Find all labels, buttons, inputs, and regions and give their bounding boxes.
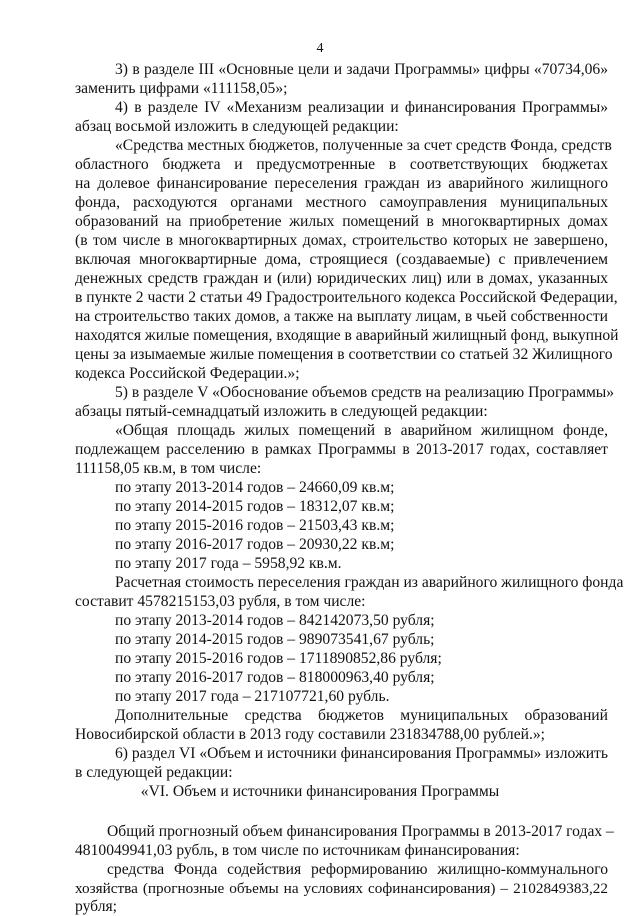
text-line: по этапу 2017 года – 5958,92 кв.м.: [115, 555, 342, 572]
text-line: по этапу 2016-2017 годов – 20930,22 кв.м;: [115, 536, 395, 553]
text-line: находятся жилые помещения, входящие в аварийный жилищный фонд, выкупной: [75, 327, 619, 344]
text-line: на строительство таких домов, а также на выплату лицам, в чьей собственности: [75, 308, 608, 325]
text-line: образований на приобретение жилых помещений в многоквартирных домах: [75, 213, 608, 230]
text-line: на долевое финансирование переселения граждан из аварийного жилищного: [75, 175, 608, 192]
text-line: абзац восьмой изложить в следующей редакции:: [75, 118, 399, 135]
text-line: «Общая площадь жилых помещений в аварийном жилищном фонде,: [115, 422, 608, 439]
text-line: абзацы пятый-семнадцатый изложить в следующей редакции:: [75, 403, 488, 420]
text-line: средства Фонда содействия реформированию жилищно-коммунального: [107, 861, 608, 878]
text-line: областного бюджета и предусмотренные в соответствующих бюджетах: [75, 156, 608, 173]
text-line: цены за изымаемые жилые помещения в соответствии со статьей 32 Жилищного: [75, 346, 613, 363]
text-line: подлежащем расселению в рамках Программы в 2013-2017 годах, составляет: [75, 441, 608, 458]
text-line: составит 4578215153,03 рубля, в том числе:: [75, 593, 366, 610]
page-number: 4: [316, 41, 324, 56]
text-line: в пункте 2 части 2 статьи 49 Градостроительного кодекса Российской Федерации,: [75, 289, 618, 306]
text-line: «Средства местных бюджетов, полученные за счет средств Фонда, средств: [115, 137, 612, 154]
text-line: по этапу 2017 года – 217107721,60 рубль.: [115, 688, 390, 705]
text-line: Новосибирской области в 2013 году составили 231834788,00 рублей.»;: [75, 726, 545, 743]
text-line: заменить цифрами «111158,05»;: [75, 80, 288, 97]
text-line: кодекса Российской Федерации.»;: [75, 365, 300, 382]
text-line: 111158,05 кв.м, в том числе:: [75, 460, 262, 477]
text-line: по этапу 2016-2017 годов – 818000963,40 рубля;: [115, 669, 435, 686]
text-line: 3) в разделе III «Основные цели и задачи Программы» цифры «70734,06»: [115, 61, 608, 78]
text-line: по этапу 2014-2015 годов – 18312,07 кв.м;: [115, 498, 395, 515]
text-line: в следующей редакции:: [75, 764, 233, 781]
text-line: по этапу 2013-2014 годов – 24660,09 кв.м;: [115, 479, 395, 496]
text-line: фонда, расходуются органами местного самоуправления муниципальных: [75, 194, 608, 211]
text-line: по этапу 2013-2014 годов – 842142073,50 рубля;: [115, 612, 435, 629]
text-line: Дополнительные средства бюджетов муниципальных образований: [115, 707, 608, 724]
text-line: (в том числе в многоквартирных домах, строительство которых не завершено,: [75, 232, 608, 249]
text-line: по этапу 2014-2015 годов – 989073541,67 рубль;: [115, 631, 435, 648]
text-line: Расчетная стоимость переселения граждан из аварийного жилищного фонда: [115, 574, 624, 591]
text-line: 4) в разделе IV «Механизм реализации и финансирования Программы»: [115, 99, 608, 116]
text-line: по этапу 2015-2016 годов – 1711890852,86 рубля;: [115, 650, 442, 667]
section-heading: «VI. Объем и источники финансирования Программы: [140, 783, 500, 800]
text-line: рубля;: [75, 898, 118, 915]
text-line: 4810049941,03 рубль, в том числе по источникам финансирования:: [75, 842, 520, 859]
text-line: по этапу 2015-2016 годов – 21503,43 кв.м;: [115, 517, 395, 534]
text-line: 6) раздел VI «Объем и источники финансирования Программы» изложить: [115, 745, 608, 762]
text-line: денежных средств граждан и (или) юридических лиц) или в домах, указанных: [75, 270, 608, 287]
text-line: Общий прогнозный объем финансирования Программы в 2013-2017 годах –: [107, 823, 614, 840]
text-line: включая многоквартирные дома, строящиеся (создаваемые) с привлечением: [75, 251, 608, 268]
text-line: хозяйства (прогнозные объемы на условиях софинансирования) – 2102849383,22: [75, 880, 608, 897]
text-line: 5) в разделе V «Обоснование объемов средств на реализацию Программы»: [115, 384, 615, 401]
